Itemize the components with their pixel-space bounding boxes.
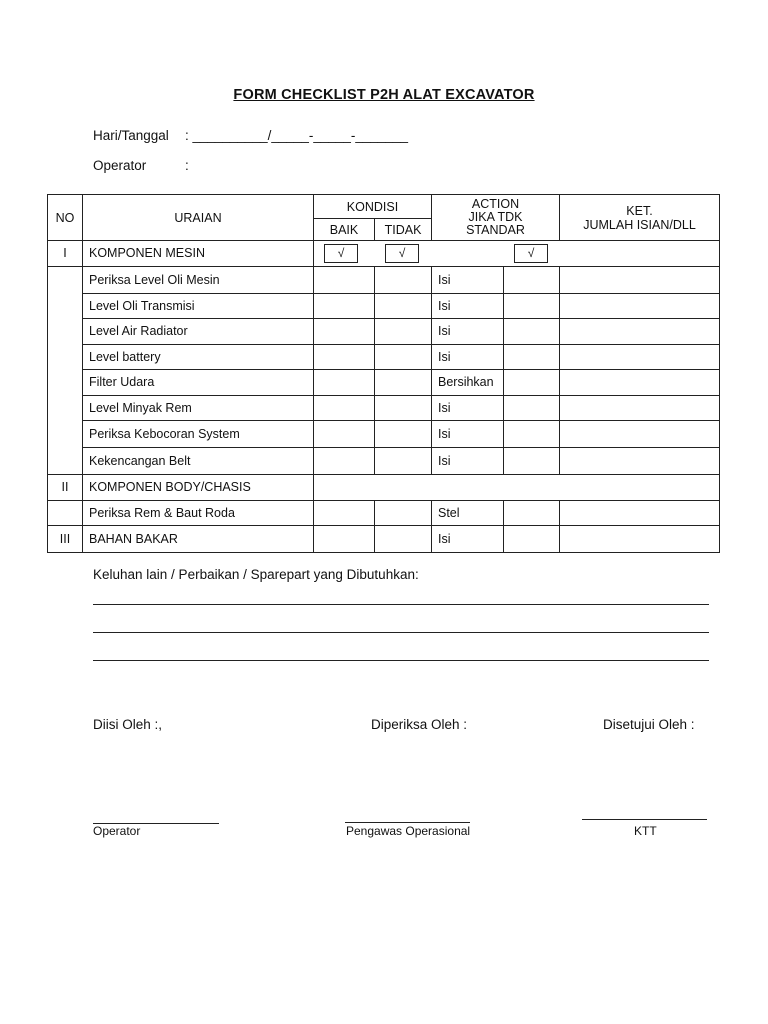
notes-line-1[interactable] [93, 604, 709, 605]
item-ket-cell[interactable] [560, 370, 720, 396]
check-tidak[interactable]: √ [385, 244, 419, 263]
item-ket-cell[interactable] [560, 500, 720, 526]
section-row-komponen-body [48, 475, 720, 501]
item-tidak-cell[interactable] [375, 395, 432, 421]
item-tidak-cell[interactable] [375, 319, 432, 345]
item-uraian: Periksa Level Oli Mesin [83, 266, 314, 293]
item-ket-cell[interactable] [560, 395, 720, 421]
header-ket-line-1: KET. [626, 203, 653, 218]
item-tidak-cell[interactable] [375, 526, 432, 553]
table-row [48, 266, 720, 293]
filled-by-label: Diisi Oleh :, [93, 717, 163, 732]
item-baik-cell[interactable] [314, 266, 375, 293]
item-action: Isi [432, 448, 504, 475]
table-row [48, 319, 720, 345]
section-no: I [48, 241, 83, 267]
section-label: BAHAN BAKAR [83, 526, 314, 553]
header-baik: BAIK [314, 219, 375, 241]
section-row-bahan-bakar [48, 526, 720, 553]
item-action: Bersihkan [432, 370, 504, 396]
operator-caption: Operator [93, 824, 141, 838]
item-action: Stel [432, 500, 504, 526]
item-uraian: Level battery [83, 344, 314, 370]
item-baik-cell[interactable] [314, 293, 375, 319]
item-tidak-cell[interactable] [375, 293, 432, 319]
supervisor-signature-line[interactable] [345, 822, 470, 823]
item-action: Isi [432, 293, 504, 319]
item-baik-cell[interactable] [314, 526, 375, 553]
header-action [432, 195, 560, 241]
item-action: Isi [432, 421, 504, 448]
table-row [48, 293, 720, 319]
item-uraian: Filter Udara [83, 370, 314, 396]
section-blank-cell [314, 475, 720, 501]
item-ket-cell[interactable] [560, 319, 720, 345]
header-action-line-3: STANDAR [466, 223, 525, 237]
section-no: III [48, 526, 83, 553]
item-baik-cell[interactable] [314, 344, 375, 370]
item-baik-cell[interactable] [314, 448, 375, 475]
item-tidak-cell[interactable] [375, 266, 432, 293]
item-uraian: Level Minyak Rem [83, 395, 314, 421]
item-uraian: Level Oli Transmisi [83, 293, 314, 319]
header-ket-line-2: JUMLAH ISIAN/DLL [583, 217, 696, 232]
item-ket-cell[interactable] [560, 526, 720, 553]
check-action[interactable]: √ [514, 244, 548, 263]
table-row [48, 395, 720, 421]
checklist-table [47, 194, 720, 553]
item-baik-cell[interactable] [314, 395, 375, 421]
item-ket-cell[interactable] [560, 448, 720, 475]
section-check-cell [314, 241, 720, 267]
item-baik-cell[interactable] [314, 370, 375, 396]
section-label: KOMPONEN BODY/CHASIS [83, 475, 314, 501]
section-label: KOMPONEN MESIN [83, 241, 314, 267]
table-header-row [48, 195, 720, 219]
item-action-blank[interactable] [504, 319, 560, 345]
ktt-caption: KTT [634, 824, 657, 838]
item-tidak-cell[interactable] [375, 421, 432, 448]
item-uraian: Level Air Radiator [83, 319, 314, 345]
item-tidak-cell[interactable] [375, 500, 432, 526]
notes-label: Keluhan lain / Perbaikan / Sparepart yang Dibutuhkan: [93, 567, 419, 582]
item-action-blank[interactable] [504, 500, 560, 526]
date-label: Hari/Tanggal [93, 128, 169, 143]
item-action: Isi [432, 319, 504, 345]
header-tidak: TIDAK [375, 219, 432, 241]
table-row [48, 370, 720, 396]
item-action-blank[interactable] [504, 266, 560, 293]
item-ket-cell[interactable] [560, 421, 720, 448]
table-row [48, 344, 720, 370]
item-action-blank[interactable] [504, 448, 560, 475]
date-field[interactable]: : __________/_____-_____-_______ [185, 128, 408, 143]
item-tidak-cell[interactable] [375, 370, 432, 396]
table-row [48, 448, 720, 475]
table-row [48, 500, 720, 526]
header-no: NO [48, 195, 83, 241]
item-ket-cell[interactable] [560, 344, 720, 370]
operator-field[interactable]: : [185, 158, 189, 173]
item-action: Isi [432, 526, 504, 553]
item-uraian: Periksa Rem & Baut Roda [83, 500, 314, 526]
notes-line-2[interactable] [93, 632, 709, 633]
item-action-blank[interactable] [504, 395, 560, 421]
item-baik-cell[interactable] [314, 421, 375, 448]
table-row [48, 421, 720, 448]
notes-line-3[interactable] [93, 660, 709, 661]
header-action-line-2: JIKA TDK [468, 210, 523, 224]
item-uraian: Kekencangan Belt [83, 448, 314, 475]
section-no-spacer [48, 500, 83, 526]
header-action-line-1: ACTION [471, 197, 520, 211]
item-uraian: Periksa Kebocoran System [83, 421, 314, 448]
item-baik-cell[interactable] [314, 500, 375, 526]
item-action-blank[interactable] [504, 421, 560, 448]
form-title: FORM CHECKLIST P2H ALAT EXCAVATOR [233, 87, 535, 103]
item-ket-cell[interactable] [560, 266, 720, 293]
header-ket [560, 195, 720, 241]
item-tidak-cell[interactable] [375, 448, 432, 475]
section-no-spacer [48, 266, 83, 475]
item-action-blank[interactable] [504, 370, 560, 396]
item-action-blank[interactable] [504, 526, 560, 553]
check-baik[interactable]: √ [324, 244, 358, 263]
supervisor-caption: Pengawas Operasional [346, 824, 471, 838]
item-action: Isi [432, 344, 504, 370]
item-baik-cell[interactable] [314, 319, 375, 345]
approved-by-label: Disetujui Oleh : [603, 717, 695, 732]
ktt-signature-line[interactable] [582, 819, 707, 820]
header-uraian: URAIAN [83, 195, 314, 241]
checked-by-label: Diperiksa Oleh : [371, 717, 468, 732]
item-action: Isi [432, 266, 504, 293]
header-kondisi: KONDISI [314, 195, 432, 219]
section-no: II [48, 475, 83, 501]
item-action-blank[interactable] [504, 344, 560, 370]
item-action: Isi [432, 395, 504, 421]
item-action-blank[interactable] [504, 293, 560, 319]
section-row-komponen-mesin [48, 241, 720, 267]
operator-label: Operator [93, 158, 147, 173]
item-tidak-cell[interactable] [375, 344, 432, 370]
item-ket-cell[interactable] [560, 293, 720, 319]
